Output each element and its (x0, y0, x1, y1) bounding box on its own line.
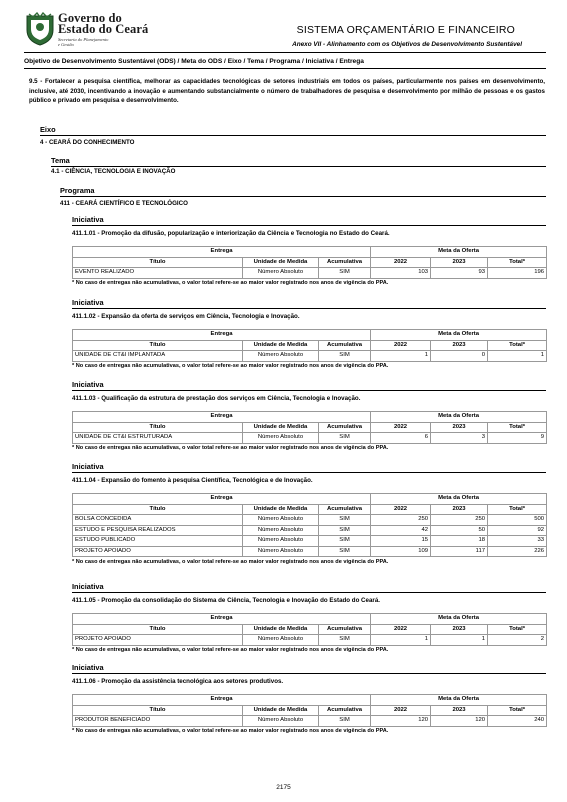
initiative-label: Iniciativa (72, 582, 104, 591)
total-header: Total* (488, 340, 547, 351)
value-2022: 15 (371, 536, 431, 547)
meta-oferta-header: Meta da Oferta (371, 247, 547, 258)
ceara-crest-icon (25, 12, 55, 46)
cumulative-flag: SIM (319, 525, 371, 536)
government-name: Governo do Estado do Ceará (58, 11, 149, 36)
initiative-label: Iniciativa (72, 380, 104, 389)
year-2023-header: 2023 (431, 705, 488, 716)
year-2022-header: 2022 (371, 422, 431, 433)
value-2023: 120 (431, 716, 488, 727)
theme-divider (51, 166, 546, 167)
initiative-label: Iniciativa (72, 462, 104, 471)
delivery-title: PROJETO APOIADO (73, 635, 243, 646)
unidade-header: Unidade de Medida (243, 624, 319, 635)
year-2022-header: 2022 (371, 624, 431, 635)
year-2023-header: 2023 (431, 504, 488, 515)
initiative-divider (72, 472, 546, 473)
initiative-divider (72, 592, 546, 593)
delivery-title: BOLSA CONCEDIDA (73, 515, 243, 526)
program-divider (60, 196, 546, 197)
unit-of-measure: Número Absoluto (243, 716, 319, 727)
delivery-title: EVENTO REALIZADO (73, 268, 243, 279)
annex-title: Anexo VII - Alinhamento com os Objetivos de Desenvolvimento Sustentável (292, 41, 522, 48)
table-row (73, 546, 547, 557)
meta-oferta-header: Meta da Oferta (371, 695, 547, 706)
value-total: 500 (488, 515, 547, 526)
initiative-divider (72, 390, 546, 391)
value-2023: 50 (431, 525, 488, 536)
initiative-title: 411.1.04 - Expansão do fomento à pesquisa Científica, Tecnológica e de Inovação. (72, 477, 313, 484)
value-total: 33 (488, 536, 547, 547)
footnote: * No caso de entregas não acumulativas, o valor total refere-se ao maior valor registrado nos anos de vigência do PPA. (72, 558, 389, 565)
table-row (73, 433, 547, 444)
axis-value: 4 - CEARÁ DO CONHECIMENTO (40, 139, 135, 146)
table-row (73, 716, 547, 727)
value-total: 92 (488, 525, 547, 536)
year-2022-header: 2022 (371, 504, 431, 515)
ods-goal-text: 9.5 - Fortalecer a pesquisa científica, melhorar as capacidades tecnológicas de setores industriais em todos os países, particularmente nos países em desenvolvimento, inclusive, até 2030, incentivando a inovação e aumentando substancialmente o número de trabalhadores de pesquisa e desenvolvimento por milhão de pessoas e os gastos público e privado em pesquisa e desenvolvimento. (29, 78, 545, 104)
footnote: * No caso de entregas não acumulativas, o valor total refere-se ao maior valor registrado nos anos de vigência do PPA. (72, 646, 389, 653)
year-2022-header: 2022 (371, 705, 431, 716)
unit-of-measure: Número Absoluto (243, 536, 319, 547)
unidade-header: Unidade de Medida (243, 257, 319, 268)
initiative-title: 411.1.01 - Promoção da difusão, popularização e interiorização da Ciência e Tecnologia no Estado do Ceará. (72, 230, 390, 237)
table-column-header (73, 504, 547, 515)
entrega-header: Entrega (73, 330, 371, 341)
meta-oferta-header: Meta da Oferta (371, 330, 547, 341)
unit-of-measure: Número Absoluto (243, 351, 319, 362)
program-value: 411 - CEARÁ CIENTÍFICO E TECNOLÓGICO (60, 200, 188, 207)
table-group-header (73, 614, 547, 625)
program-label: Programa (60, 186, 95, 195)
entrega-header: Entrega (73, 494, 371, 505)
delivery-title: PROJETO APOIADO (73, 546, 243, 557)
initiative-title: 411.1.02 - Expansão da oferta de serviços em Ciência, Tecnologia e Inovação. (72, 313, 300, 320)
unidade-header: Unidade de Medida (243, 422, 319, 433)
theme-value: 4.1 - CIÊNCIA, TECNOLOGIA E INOVAÇÃO (51, 168, 176, 175)
footnote: * No caso de entregas não acumulativas, o valor total refere-se ao maior valor registrado nos anos de vigência do PPA. (72, 727, 389, 734)
value-total: 1 (488, 351, 547, 362)
cumulative-flag: SIM (319, 716, 371, 727)
titulo-header: Título (73, 257, 243, 268)
table-row (73, 515, 547, 526)
total-header: Total* (488, 705, 547, 716)
table-group-header (73, 330, 547, 341)
table-row (73, 268, 547, 279)
delivery-title: PRODUTOR BENEFICIADO (73, 716, 243, 727)
acumulativa-header: Acumulativa (319, 705, 371, 716)
initiative-title: 411.1.05 - Promoção da consolidação do Sistema de Ciência, Tecnologia e Inovação do Estado do Ceará. (72, 597, 380, 604)
initiative-title: 411.1.06 - Promoção da assistência tecnológica aos setores produtivos. (72, 678, 284, 685)
entrega-header: Entrega (73, 695, 371, 706)
year-2023-header: 2023 (431, 257, 488, 268)
titulo-header: Título (73, 705, 243, 716)
deliveries-table (72, 613, 547, 646)
table-group-header (73, 494, 547, 505)
acumulativa-header: Acumulativa (319, 422, 371, 433)
government-logo (25, 12, 155, 48)
initiative-divider (72, 225, 546, 226)
table-group-header (73, 695, 547, 706)
delivery-title: UNIDADE DE CT&I ESTRUTURADA (73, 433, 243, 444)
acumulativa-header: Acumulativa (319, 340, 371, 351)
cumulative-flag: SIM (319, 268, 371, 279)
acumulativa-header: Acumulativa (319, 504, 371, 515)
deliveries-table (72, 493, 547, 557)
initiative-title: 411.1.03 - Qualificação da estrutura de prestação dos serviços em Ciência, Tecnologia e Inovação. (72, 395, 361, 402)
value-2022: 109 (371, 546, 431, 557)
entrega-header: Entrega (73, 247, 371, 258)
cumulative-flag: SIM (319, 635, 371, 646)
value-2023: 0 (431, 351, 488, 362)
delivery-title: UNIDADE DE CT&I IMPLANTADA (73, 351, 243, 362)
system-title: SISTEMA ORÇAMENTÁRIO E FINANCEIRO (296, 24, 515, 36)
year-2022-header: 2022 (371, 257, 431, 268)
value-2023: 250 (431, 515, 488, 526)
deliveries-table (72, 694, 547, 727)
total-header: Total* (488, 257, 547, 268)
year-2023-header: 2023 (431, 624, 488, 635)
unidade-header: Unidade de Medida (243, 340, 319, 351)
value-2022: 103 (371, 268, 431, 279)
unit-of-measure: Número Absoluto (243, 546, 319, 557)
deliveries-table (72, 246, 547, 279)
total-header: Total* (488, 504, 547, 515)
cumulative-flag: SIM (319, 546, 371, 557)
table-group-header (73, 247, 547, 258)
value-total: 226 (488, 546, 547, 557)
value-2023: 3 (431, 433, 488, 444)
table-column-header (73, 340, 547, 351)
value-2022: 1 (371, 351, 431, 362)
value-2022: 250 (371, 515, 431, 526)
year-2022-header: 2022 (371, 340, 431, 351)
cumulative-flag: SIM (319, 536, 371, 547)
titulo-header: Título (73, 504, 243, 515)
value-2022: 1 (371, 635, 431, 646)
footnote: * No caso de entregas não acumulativas, o valor total refere-se ao maior valor registrado nos anos de vigência do PPA. (72, 279, 389, 286)
breadcrumb: Objetivo de Desenvolvimento Sustentável (ODS) / Meta do ODS / Eixo / Tema / Programa / Iniciativa / Entrega (24, 58, 364, 65)
initiative-divider (72, 308, 546, 309)
deliveries-table (72, 329, 547, 362)
table-row (73, 635, 547, 646)
unit-of-measure: Número Absoluto (243, 635, 319, 646)
cumulative-flag: SIM (319, 433, 371, 444)
footnote: * No caso de entregas não acumulativas, o valor total refere-se ao maior valor registrado nos anos de vigência do PPA. (72, 362, 389, 369)
titulo-header: Título (73, 340, 243, 351)
deliveries-table (72, 411, 547, 444)
entrega-header: Entrega (73, 614, 371, 625)
secretariat-name: Secretaria do Planejamento e Gestão (58, 37, 109, 47)
value-total: 196 (488, 268, 547, 279)
footnote: * No caso de entregas não acumulativas, o valor total refere-se ao maior valor registrado nos anos de vigência do PPA. (72, 444, 389, 451)
value-2022: 120 (371, 716, 431, 727)
initiative-divider (72, 673, 546, 674)
axis-divider (40, 135, 546, 136)
value-2023: 117 (431, 546, 488, 557)
value-total: 2 (488, 635, 547, 646)
unit-of-measure: Número Absoluto (243, 268, 319, 279)
unit-of-measure: Número Absoluto (243, 525, 319, 536)
initiative-label: Iniciativa (72, 663, 104, 672)
initiative-label: Iniciativa (72, 215, 104, 224)
value-2023: 1 (431, 635, 488, 646)
table-row (73, 351, 547, 362)
table-column-header (73, 257, 547, 268)
table-group-header (73, 412, 547, 423)
cumulative-flag: SIM (319, 515, 371, 526)
year-2023-header: 2023 (431, 340, 488, 351)
value-2022: 6 (371, 433, 431, 444)
value-2023: 18 (431, 536, 488, 547)
initiative-label: Iniciativa (72, 298, 104, 307)
table-row (73, 525, 547, 536)
breadcrumb-divider (24, 68, 546, 69)
value-2022: 42 (371, 525, 431, 536)
unit-of-measure: Número Absoluto (243, 515, 319, 526)
meta-oferta-header: Meta da Oferta (371, 614, 547, 625)
table-column-header (73, 624, 547, 635)
unidade-header: Unidade de Medida (243, 504, 319, 515)
meta-oferta-header: Meta da Oferta (371, 412, 547, 423)
table-row (73, 536, 547, 547)
theme-label: Tema (51, 156, 70, 165)
value-total: 240 (488, 716, 547, 727)
acumulativa-header: Acumulativa (319, 624, 371, 635)
axis-label: Eixo (40, 125, 56, 134)
table-column-header (73, 705, 547, 716)
delivery-title: ESTUDO PUBLICADO (73, 536, 243, 547)
acumulativa-header: Acumulativa (319, 257, 371, 268)
unit-of-measure: Número Absoluto (243, 433, 319, 444)
delivery-title: ESTUDO E PESQUISA REALIZADOS (73, 525, 243, 536)
value-total: 9 (488, 433, 547, 444)
total-header: Total* (488, 624, 547, 635)
titulo-header: Título (73, 624, 243, 635)
meta-oferta-header: Meta da Oferta (371, 494, 547, 505)
titulo-header: Título (73, 422, 243, 433)
entrega-header: Entrega (73, 412, 371, 423)
page-number: 2175 (276, 784, 291, 791)
total-header: Total* (488, 422, 547, 433)
header-divider (24, 52, 546, 53)
year-2023-header: 2023 (431, 422, 488, 433)
cumulative-flag: SIM (319, 351, 371, 362)
table-column-header (73, 422, 547, 433)
value-2023: 93 (431, 268, 488, 279)
unidade-header: Unidade de Medida (243, 705, 319, 716)
